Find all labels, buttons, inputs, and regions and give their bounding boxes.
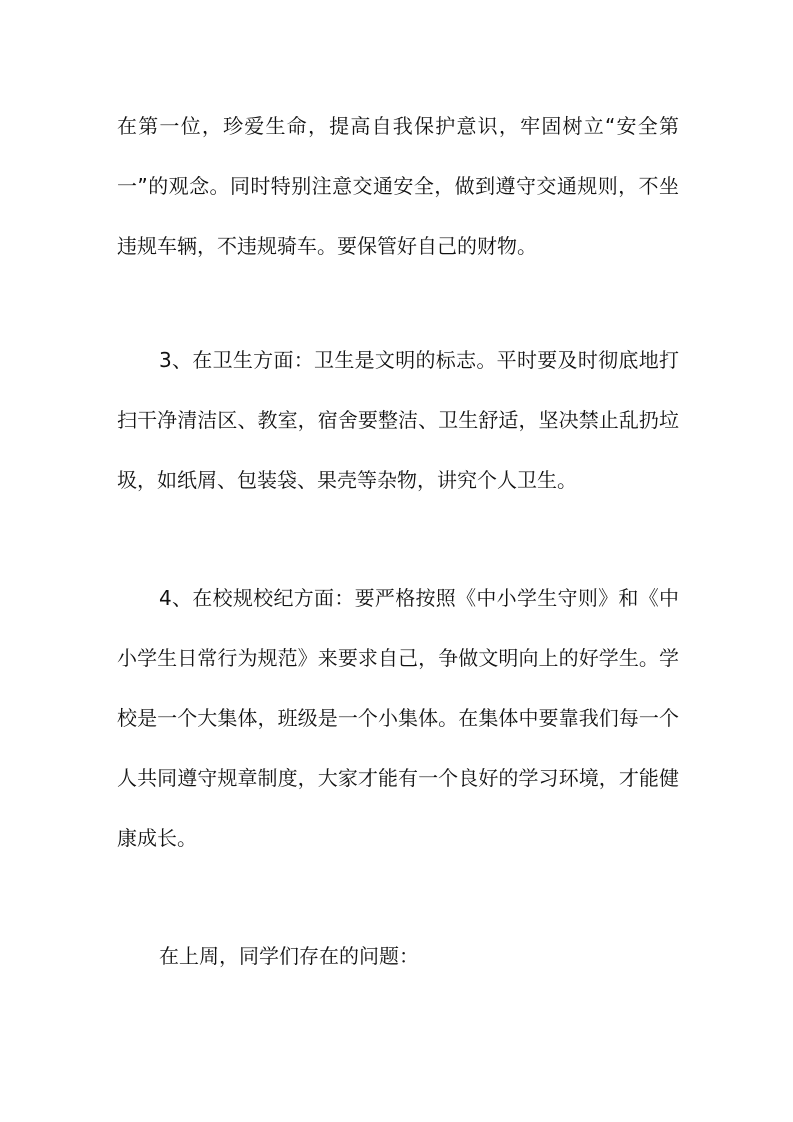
paragraph-school-rules: 4、在校规校纪方面：要严格按照《中小学生守则》和《中小学生日常行为规范》来要求自己，争做文明向上的好学生。学校是一个大集体，班级是一个小集体。在集体中要靠我们每一个人共同遵守规章制度，大家才能有一个良好的学习环境，才能健康成长。 bbox=[117, 586, 679, 850]
paragraph-last-week-issues: 在上周，同学们存在的问题： bbox=[159, 944, 419, 968]
paragraph-safety-continued: 在第一位，珍爱生命，提高自我保护意识，牢固树立“安全第一”的观念。同时特别注意交通安全，做到遵守交通规则，不坐违规车辆，不违规骑车。要保管好自己的财物。 bbox=[117, 114, 679, 258]
paragraph-hygiene: 3、在卫生方面：卫生是文明的标志。平时要及时彻底地打扫干净清洁区、教室，宿舍要整洁、卫生舒适，坚决禁止乱扔垃圾，如纸屑、包装袋、果壳等杂物，讲究个人卫生。 bbox=[117, 348, 679, 492]
